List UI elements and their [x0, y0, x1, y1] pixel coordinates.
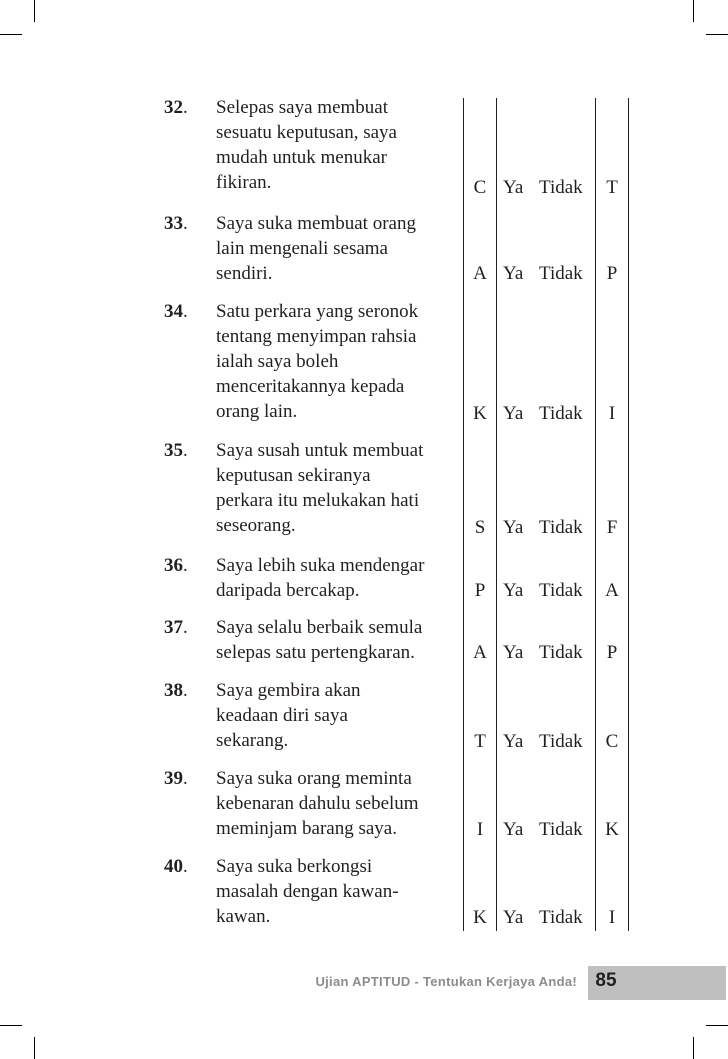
question-text: Selepas saya membuat sesuatu keputusan, saya mudah untuk menukar fikiran.	[216, 97, 397, 193]
yes-option[interactable]: Ya	[503, 819, 524, 840]
question-number: 36.	[164, 555, 188, 576]
crop-mark	[34, 1037, 35, 1059]
crop-mark	[693, 0, 694, 22]
left-code: I	[476, 819, 484, 840]
page-number: 85	[595, 970, 617, 991]
crop-mark	[706, 34, 728, 35]
column-rule-code	[496, 98, 497, 931]
crop-mark	[706, 1025, 728, 1026]
question-number: 38.	[164, 680, 188, 701]
question-number: 33.	[164, 213, 188, 234]
question-number: 39.	[164, 768, 188, 789]
right-code: P	[606, 263, 618, 284]
left-code: K	[473, 907, 487, 928]
yes-option[interactable]: Ya	[503, 403, 524, 424]
left-code: S	[474, 517, 486, 538]
no-option[interactable]: Tidak	[539, 177, 583, 198]
question-text: Saya selalu berbaik semula selepas satu pertengkaran.	[216, 617, 423, 663]
right-code: I	[608, 403, 616, 424]
no-option[interactable]: Tidak	[539, 580, 583, 601]
question-text: Satu perkara yang seronok tentang menyimpan rahsia ialah saya boleh menceritakannya kepada orang lain.	[216, 301, 419, 422]
yes-option[interactable]: Ya	[503, 580, 524, 601]
question-text: Saya lebih suka mendengar daripada bercakap.	[216, 555, 425, 601]
question-text: Saya suka orang meminta kebenaran dahulu sebelum meminjam barang saya.	[216, 768, 419, 839]
yes-option[interactable]: Ya	[503, 642, 524, 663]
question-text: Saya suka berkongsi masalah dengan kawan- kawan.	[216, 856, 399, 927]
yes-option[interactable]: Ya	[503, 517, 524, 538]
left-code: T	[474, 731, 486, 752]
column-rule-answer	[595, 98, 596, 931]
left-code: A	[473, 263, 487, 284]
no-option[interactable]: Tidak	[539, 517, 583, 538]
no-option[interactable]: Tidak	[539, 263, 583, 284]
question-number: 40.	[164, 856, 188, 877]
no-option[interactable]: Tidak	[539, 642, 583, 663]
crop-mark	[0, 34, 22, 35]
crop-mark	[693, 1037, 694, 1059]
right-code: K	[605, 819, 619, 840]
question-number: 35.	[164, 440, 188, 461]
column-rule-left	[463, 98, 464, 931]
question-text: Saya gembira akan keadaan diri saya sekarang.	[216, 680, 361, 751]
no-option[interactable]: Tidak	[539, 907, 583, 928]
left-code: P	[474, 580, 486, 601]
question-text: Saya suka membuat orang lain mengenali sesama sendiri.	[216, 213, 416, 284]
running-footer: Ujian APTITUD - Tentukan Kerjaya Anda!	[315, 974, 577, 989]
right-code: A	[605, 580, 619, 601]
left-code: A	[473, 642, 487, 663]
yes-option[interactable]: Ya	[503, 263, 524, 284]
right-code: I	[608, 907, 616, 928]
question-text: Saya susah untuk membuat keputusan sekiranya perkara itu melukakan hati seseorang.	[216, 440, 424, 536]
crop-mark	[34, 0, 35, 22]
left-code: K	[473, 403, 487, 424]
left-code: C	[473, 177, 487, 198]
right-code: C	[605, 731, 619, 752]
yes-option[interactable]: Ya	[503, 177, 524, 198]
yes-option[interactable]: Ya	[503, 731, 524, 752]
question-number: 37.	[164, 617, 188, 638]
right-code: F	[606, 517, 618, 538]
column-rule-right	[628, 98, 629, 931]
crop-mark	[0, 1025, 22, 1026]
question-number: 32.	[164, 97, 188, 118]
question-number: 34.	[164, 301, 188, 322]
right-code: T	[606, 177, 618, 198]
no-option[interactable]: Tidak	[539, 819, 583, 840]
no-option[interactable]: Tidak	[539, 731, 583, 752]
yes-option[interactable]: Ya	[503, 907, 524, 928]
right-code: P	[606, 642, 618, 663]
no-option[interactable]: Tidak	[539, 403, 583, 424]
